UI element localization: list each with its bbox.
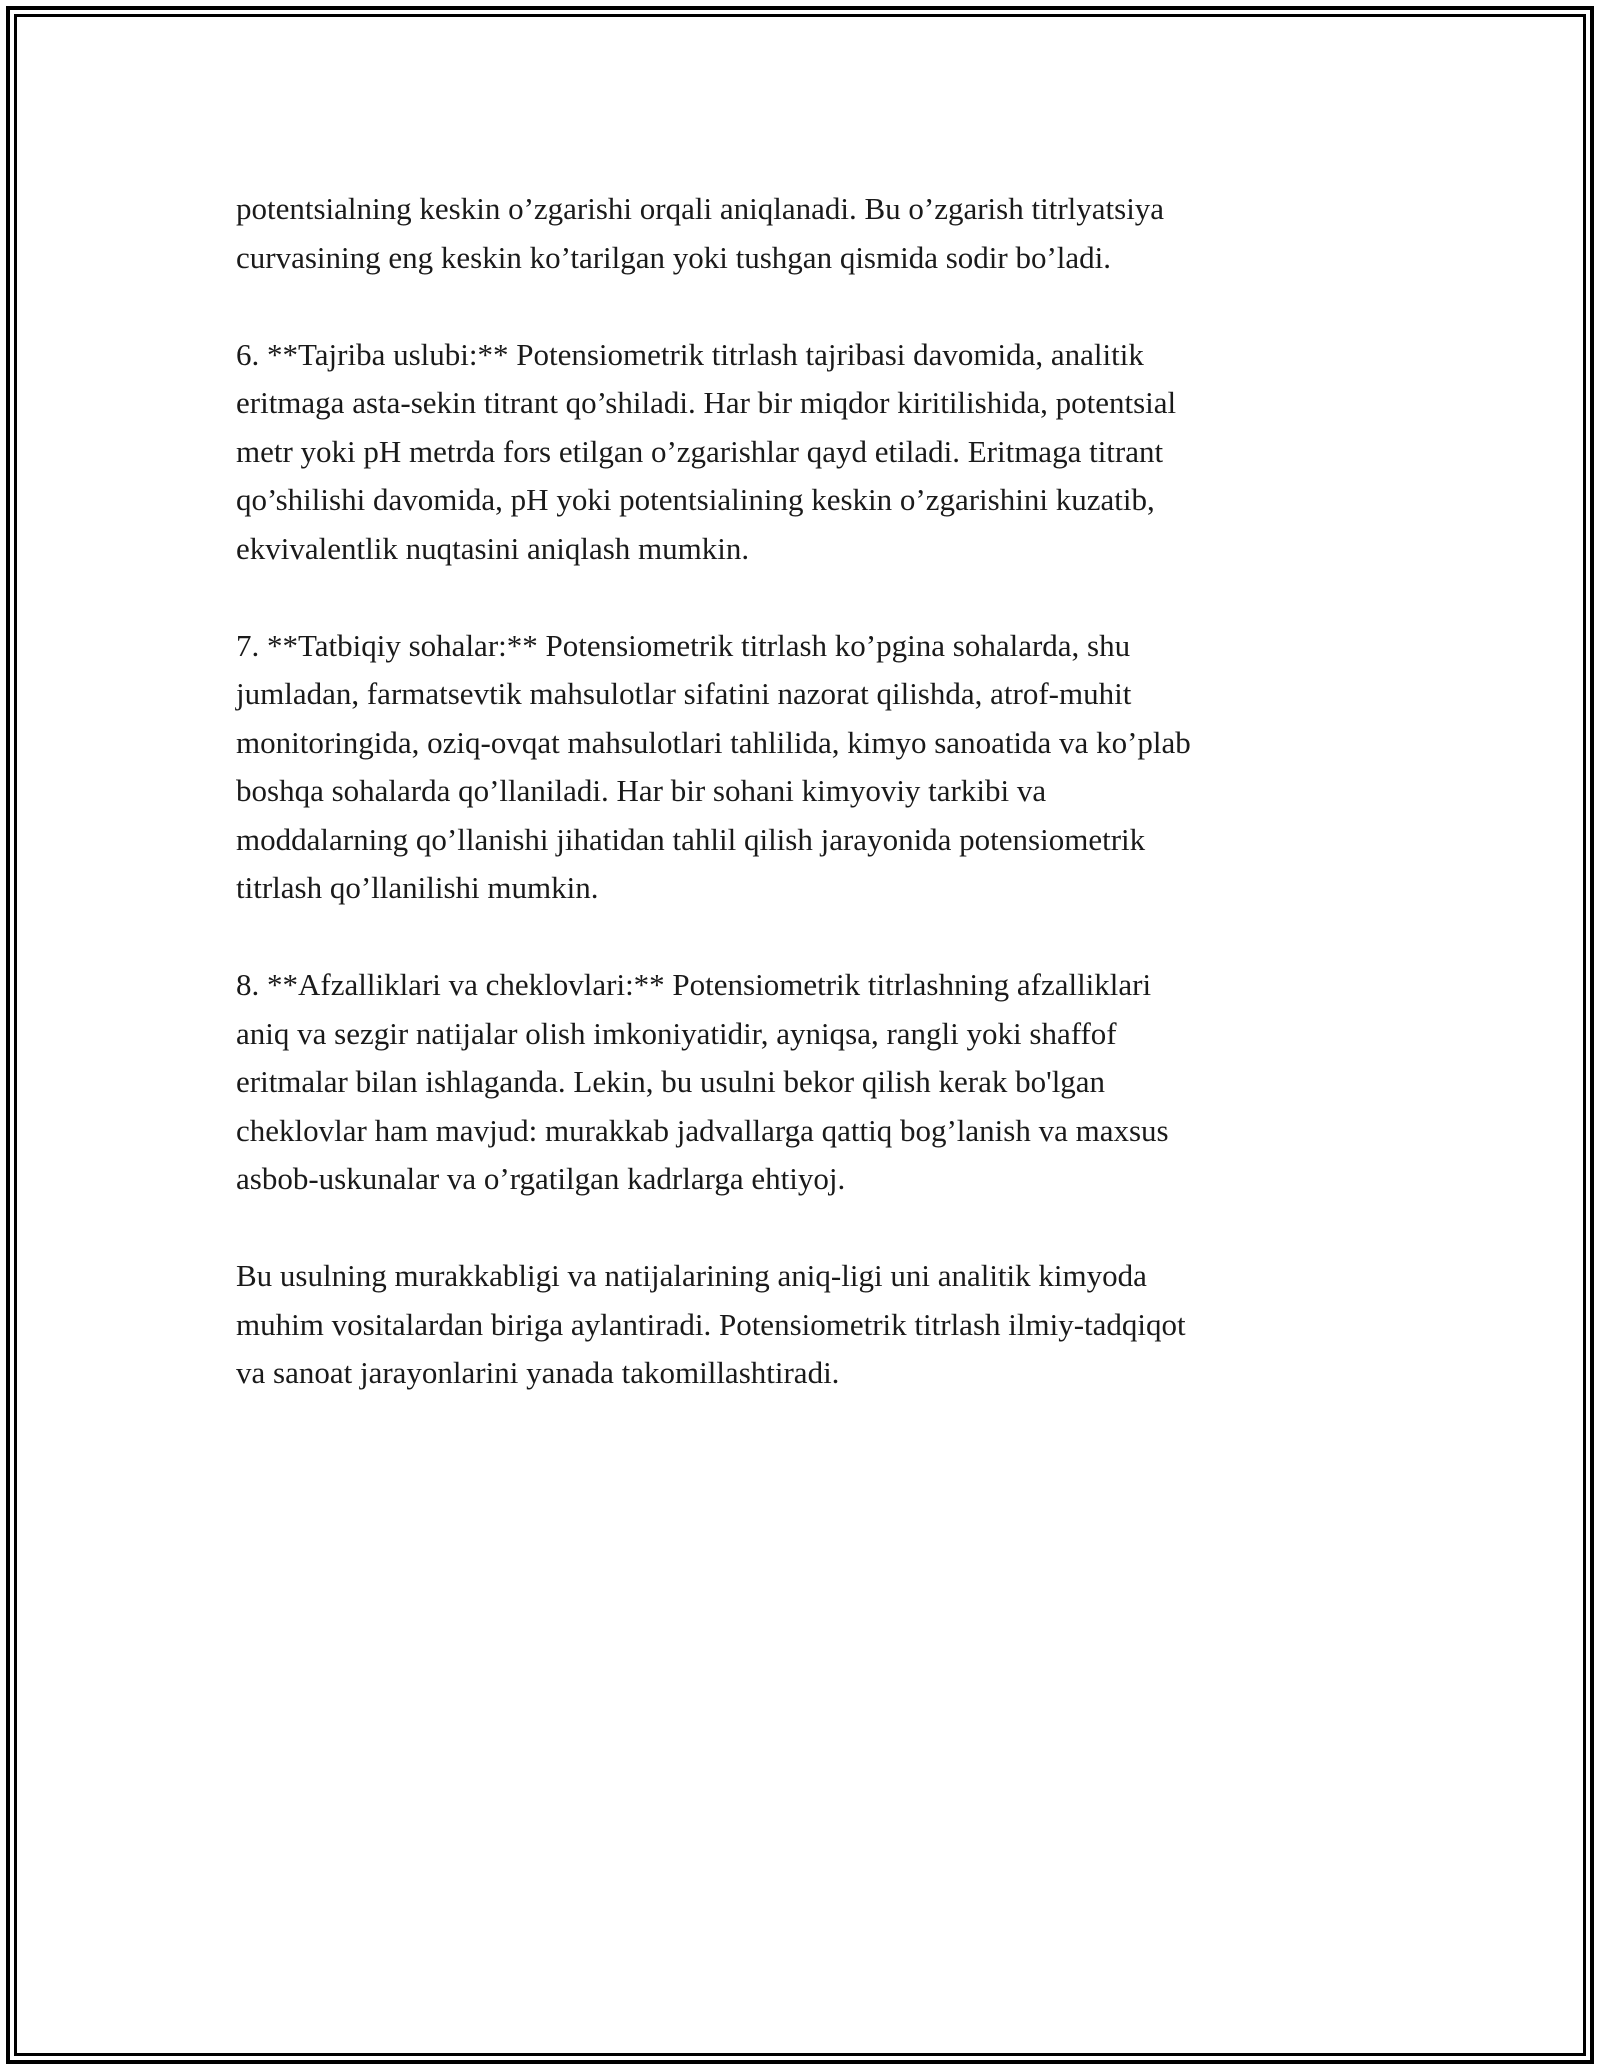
text-line: metr yoki pH metrda fors etilgan o’zgarishlar qayd etiladi. Eritmaga titrant — [236, 433, 1164, 469]
text-line: asbob-uskunalar va o’rgatilgan kadrlarga ehtiyoj. — [236, 1161, 846, 1196]
paragraph-conclusion — [236, 1252, 1386, 1398]
text-line: ekvivalentlik nuqtasini aniqlash mumkin. — [236, 530, 750, 566]
text-line: cheklovlar ham mavjud: murakkab jadvallarga qattiq bog’lanish va maxsus — [236, 1112, 1169, 1148]
text-line: Bu usulning murakkabligi va natijalarining aniq-ligi uni analitik kimyoda — [236, 1258, 1147, 1293]
text-line: eritmalar bilan ishlaganda. Lekin, bu usulni bekor qilish kerak bo'lgan — [236, 1064, 1106, 1099]
text-line: monitoringida, oziq-ovqat mahsulotlari tahlilida, kimyo sanoatida va ko’plab — [236, 724, 1191, 760]
text-line: aniq va sezgir natijalar olish imkoniyatidir, ayniqsa, rangli yoki shaffof — [236, 1015, 1117, 1051]
text-line: curvasining eng keskin ko’tarilgan yoki tushgan qismida sodir bo’ladi. — [236, 239, 1112, 275]
text-line: boshqa sohalarda qo’llaniladi. Har bir sohani kimyoviy tarkibi va — [236, 773, 1047, 808]
text-line: qo’shilishi davomida, pH yoki potentsialining keskin o’zgarishini kuzatib, — [236, 482, 1155, 517]
text-line: jumladan, farmatsevtik mahsulotlar sifatini nazorat qilishda, atrof-muhit — [236, 676, 1132, 711]
text-line: va sanoat jarayonlarini yanada takomillashtiradi. — [236, 1355, 840, 1390]
text-line: muhim vositalardan biriga aylantiradi. Potensiometrik titrlash ilmiy-tadqiqot — [236, 1306, 1186, 1342]
text-line: eritmaga asta-sekin titrant qo’shiladi. Har bir miqdor kiritilishida, potentsial — [236, 385, 1177, 420]
paragraph-item-7 — [236, 622, 1386, 913]
text-line: 8. **Afzalliklari va cheklovlari:** Potensiometrik titrlashning afzalliklari — [236, 967, 1152, 1002]
text-line: potentsialning keskin o’zgarishi orqali aniqlanadi. Bu o’zgarish titrlyatsiya — [236, 191, 1165, 226]
paragraph-item-8 — [236, 961, 1386, 1204]
text-line: 6. **Tajriba uslubi:** Potensiometrik titrlash tajribasi davomida, analitik — [236, 336, 1144, 372]
paragraph-continuation — [236, 185, 1386, 282]
text-line: moddalarning qo’llanishi jihatidan tahlil qilish jarayonida potensiometrik — [236, 821, 1146, 857]
text-line: titrlash qo’llanilishi mumkin. — [236, 870, 599, 905]
paragraph-item-6 — [236, 331, 1386, 574]
document-body — [236, 185, 1386, 1446]
text-line: 7. **Tatbiqiy sohalar:** Potensiometrik titrlash ko’pgina sohalarda, shu — [236, 627, 1131, 663]
